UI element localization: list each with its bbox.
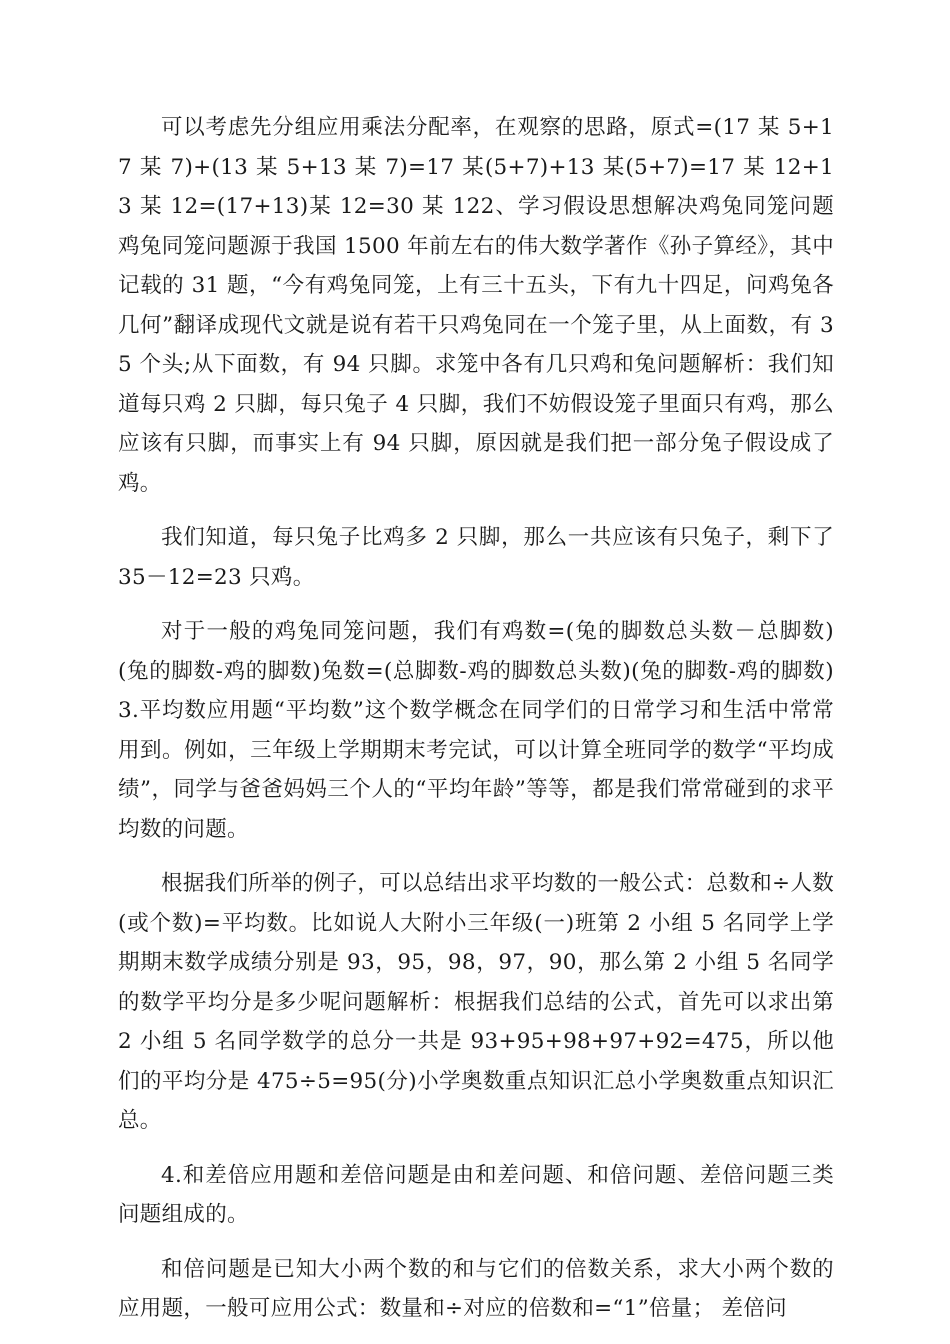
paragraph-4: 根据我们所举的例子，可以总结出求平均数的一般公式：总数和÷人数(或个数)=平均数。比如说人大附小三年级(一)班第 2 小组 5 名同学上学期期末数学成绩分别是 93，95，98，97，90，那么第 2 小组 5 名同学的数学平均分是多少呢问题解析：根据我们总结的公式，首先可以求出第 2 小组 5 名同学数学的总分一共是 93+95+98+97+92=475，所以他们的平均分是 475÷5=95(分)小学奥数重点知识汇总小学奥数重点知识汇总。 [118,871,834,1133]
paragraph-3: 对于一般的鸡兔同笼问题，我们有鸡数=(兔的脚数总头数－总脚数)(兔的脚数-鸡的脚数)兔数=(总脚数-鸡的脚数总头数)(兔的脚数-鸡的脚数)3.平均数应用题“平均数”这个数学概念在同学们的日常学习和生活中常常用到。例如，三年级上学期期末考完试，可以计算全班同学的数学“平均成绩”，同学与爸爸妈妈三个人的“平均年龄”等等，都是我们常常碰到的求平均数的问题。 [118,619,834,842]
paragraph-2: 我们知道，每只兔子比鸡多 2 只脚，那么一共应该有只兔子，剩下了 35－12=23 只鸡。 [118,525,834,590]
document-page [118,108,834,1344]
paragraph-6: 和倍问题是已知大小两个数的和与它们的倍数关系，求大小两个数的应用题，一般可应用公式：数量和÷对应的倍数和=“1”倍量； 差倍问 [118,1256,834,1321]
paragraph-5: 4.和差倍应用题和差倍问题是由和差问题、和倍问题、差倍问题三类问题组成的。 [118,1162,834,1227]
paragraph-1: 可以考虑先分组应用乘法分配率，在观察的思路，原式=(17 某 5+17 某 7)+(13 某 5+13 某 7)=17 某(5+7)+13 某(5+7)=17 某 12+13 某 12=(17+13)某 12=30 某 122、学习假设思想解决鸡兔同笼问题鸡兔同笼问题源于我国 1500 年前左右的伟大数学著作《孙子算经》，其中记载的 31 题，“今有鸡兔同笼，上有三十五头，下有九十四足，问鸡兔各几何”翻译成现代文就是说有若干只鸡兔同在一个笼子里，从上面数，有 35 个头;从下面数，有 94 只脚。求笼中各有几只鸡和兔问题解析：我们知道每只鸡 2 只脚，每只兔子 4 只脚，我们不妨假设笼子里面只有鸡，那么应该有只脚，而事实上有 94 只脚，原因就是我们把一部分兔子假设成了鸡。 [118,115,834,496]
